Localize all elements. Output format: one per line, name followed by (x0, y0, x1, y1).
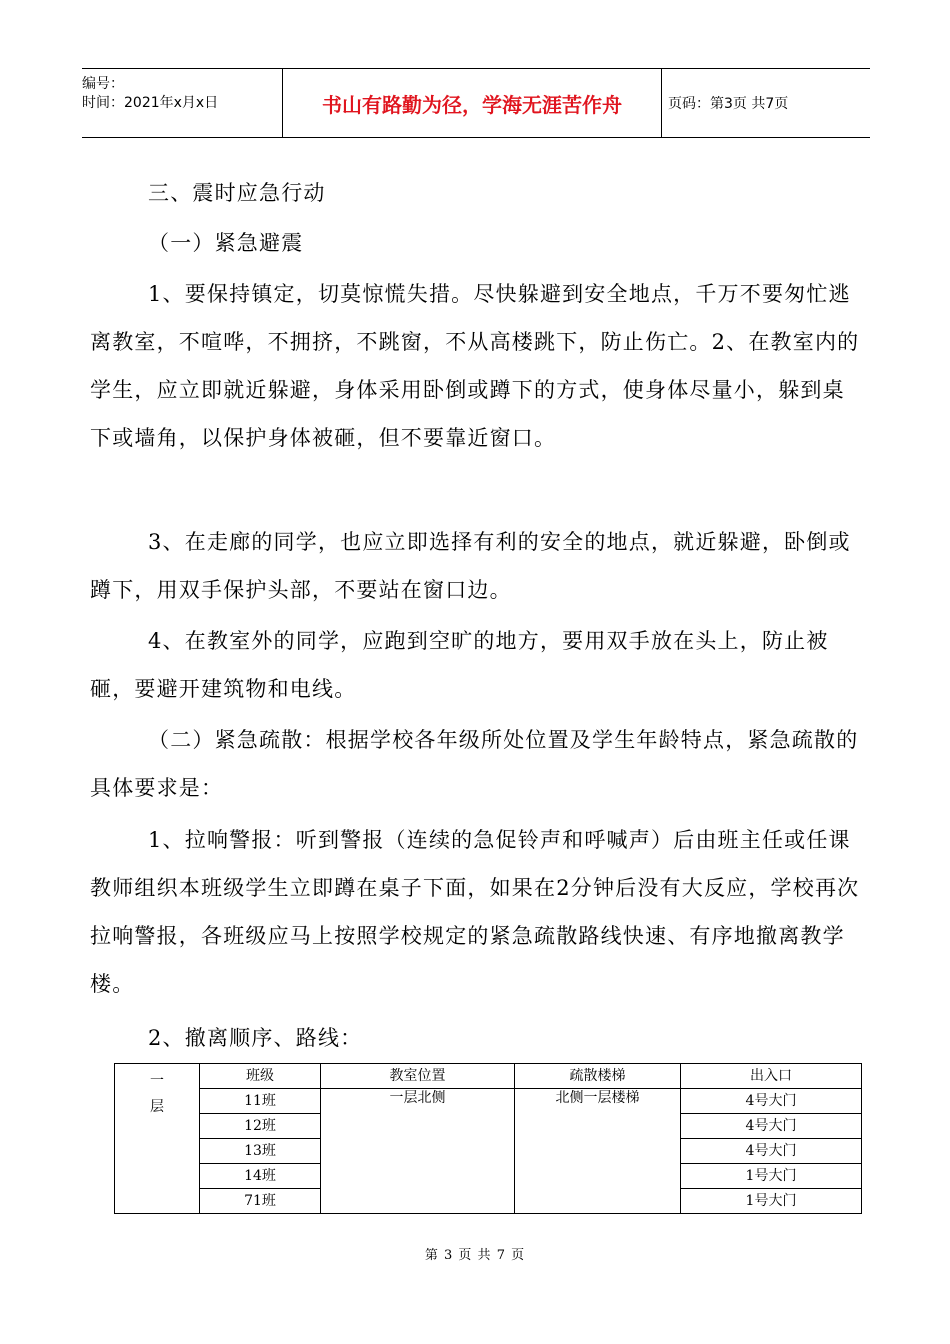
subsection-2: （二）紧急疏散：根据学校各年级所处位置及学生年龄特点，紧急疏散的具体要求是： (90, 728, 859, 800)
class-cell: 11班 (200, 1089, 321, 1114)
page-header (82, 68, 870, 138)
page-info-text: 页码：第3页 共7页 (668, 96, 789, 112)
header-stair: 疏散楼梯 (515, 1064, 681, 1089)
exit-cell: 4号大门 (681, 1089, 862, 1114)
header-page-info (664, 69, 870, 137)
table-row (115, 1064, 862, 1089)
class-cell: 13班 (200, 1139, 321, 1164)
paragraph-6: 2、撤离顺序、路线： (148, 1026, 363, 1050)
paragraph-1: 1、要保持镇定，切莫惊慌失措。尽快躲避到安全地点，千万不要匆忙逃离教室，不喧哗，不拥挤，不跳窗，不从高楼跳下，防止伤亡。2、在教室内的学生，应立即就近躲避，身体采用卧倒或蹲下的方式，使身体尽量小，躲到桌下或墙角，以保护身体被砸，但不要靠近窗口。 (90, 282, 860, 450)
header-location: 教室位置 (321, 1064, 515, 1089)
header-exit: 出入口 (681, 1064, 862, 1089)
class-cell: 14班 (200, 1164, 321, 1189)
floor-label-1: 一 (150, 1073, 164, 1089)
location-cell: 一层北侧 (321, 1089, 515, 1214)
exit-cell: 4号大门 (681, 1139, 862, 1164)
paragraph-3: 3、在走廊的同学，也应立即选择有利的安全的地点，就近躲避，卧倒或蹲下，用双手保护头部，不要站在窗口边。 (90, 530, 851, 602)
paragraph-5: 1、拉响警报：听到警报（连续的急促铃声和呼喊声）后由班主任或任课教师组织本班级学生立即蹲在桌子下面，如果在2分钟后没有大反应，学校再次拉响警报，各班级应马上按照学校规定的紧急疏散路线快速、有序地撤离教学楼。 (90, 828, 860, 996)
time-label: 时间：2021年x月x日 (82, 95, 219, 111)
table-row (115, 1089, 862, 1114)
page-footer: 第 3 页 共 7 页 (424, 1248, 526, 1263)
header-class: 班级 (200, 1064, 321, 1089)
header-motto: 书山有路勤为径，学海无涯苦作舟 (282, 69, 662, 137)
evacuation-table (114, 1063, 862, 1214)
floor-cell (115, 1064, 200, 1214)
stair-cell: 北侧一层楼梯 (515, 1089, 681, 1214)
number-label: 编号： (82, 76, 124, 92)
floor-label-2: 层 (150, 1099, 164, 1115)
exit-cell: 4号大门 (681, 1114, 862, 1139)
class-cell: 71班 (200, 1189, 321, 1214)
header-meta (82, 69, 282, 143)
paragraph-4: 4、在教室外的同学，应跑到空旷的地方，要用双手放在头上，防止被砸，要避开建筑物和电线。 (90, 629, 829, 701)
exit-cell: 1号大门 (681, 1189, 862, 1214)
class-cell: 12班 (200, 1114, 321, 1139)
subsection-title-1: （一）紧急避震 (148, 231, 304, 255)
exit-cell: 1号大门 (681, 1164, 862, 1189)
section-title: 三、震时应急行动 (148, 181, 326, 205)
